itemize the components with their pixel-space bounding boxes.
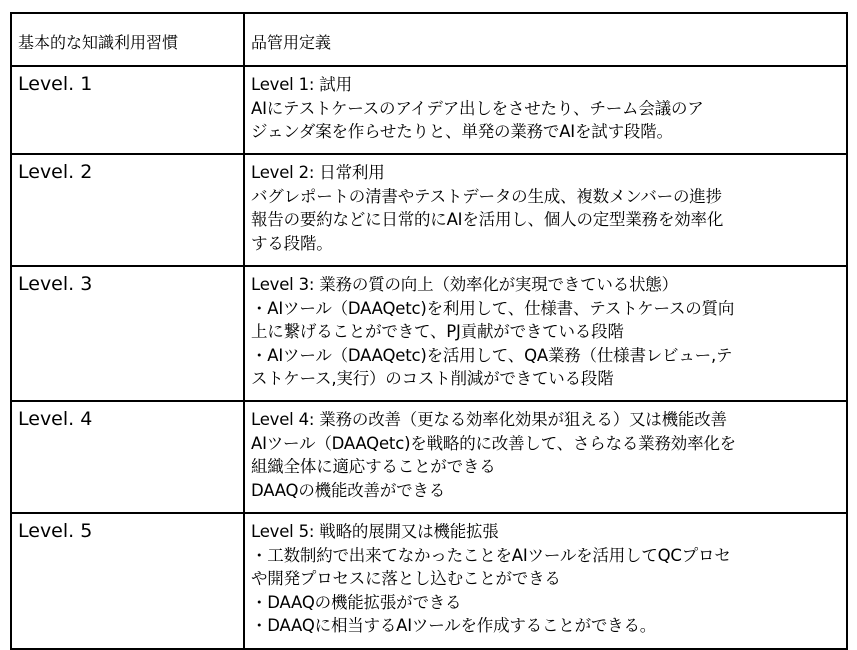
definition-line: や開発プロセスに落とし込むことができる [251,569,561,588]
level-label: Level. 1 [11,66,244,154]
definition-cell [244,266,847,401]
definition-line: AIツール（DAAQetc)を戦略的に改善して、さらなる業務効率化を [251,433,736,453]
table-row [11,66,847,154]
definition-line: 報告の要約などに日常的にAIを活用し、個人の定型業務を効率化 [251,210,724,229]
table-row [11,401,847,513]
table-row [11,513,847,649]
level-label: Level. 4 [11,401,244,513]
definition-line: ・AIツール（DAAQetc)を利用して、仕様書、テストケースの質向 [251,298,735,318]
definition-title: Level 1: 試用 [251,75,352,94]
definition-line: 組織全体に適応することができる [251,457,496,476]
table-row [11,154,847,266]
header-cell-usage: 基本的な知識利用習慣 [11,13,244,66]
definition-title: Level 4: 業務の改善（更なる効率化効果が狙える）又は機能改善 [251,410,727,429]
definition-cell [244,154,847,266]
definition-title: Level 5: 戦略的展開又は機能拡張 [251,522,499,541]
definition-line: する段階。 [251,233,333,253]
definition-line: ジェンダ案を作らせたりと、単発の業務でAIを試す段階。 [251,122,673,141]
definition-cell [244,513,847,649]
definition-line: ・AIツール（DAAQetc)を活用して、QA業務（仕様書レビュー,テ [251,345,733,365]
definition-title: Level 3: 業務の質の向上（効率化が実現できている状態） [251,275,678,294]
definition-line: AIにテストケースのアイデア出しをさせたり、チーム会議のア [251,98,704,118]
level-definition-table [10,12,848,650]
definition-line: ・DAAQの機能拡張ができる [251,592,462,612]
definition-line: ・工数制約で出来てなかったことをAIツールを活用してQCプロセ [251,545,731,565]
definition-line: ・DAAQに相当するAIツールを作成することができる。 [251,616,657,635]
definition-line: バグレポートの清書やテストデータの生成、複数メンバーの進捗 [251,186,722,206]
header-cell-definition: 品管用定義 [244,13,847,66]
definition-line: ストケース,実行）のコスト削減ができている段階 [251,369,614,388]
definition-cell [244,401,847,513]
definition-cell [244,66,847,154]
level-label: Level. 2 [11,154,244,266]
definition-line: DAAQの機能改善ができる [251,480,446,500]
level-label: Level. 5 [11,513,244,649]
table-row [11,266,847,401]
table-header-row [11,13,847,66]
definition-line: 上に繋げることができて、PJ貢献ができている段階 [251,322,624,341]
level-label: Level. 3 [11,266,244,401]
definition-title: Level 2: 日常利用 [251,163,385,182]
